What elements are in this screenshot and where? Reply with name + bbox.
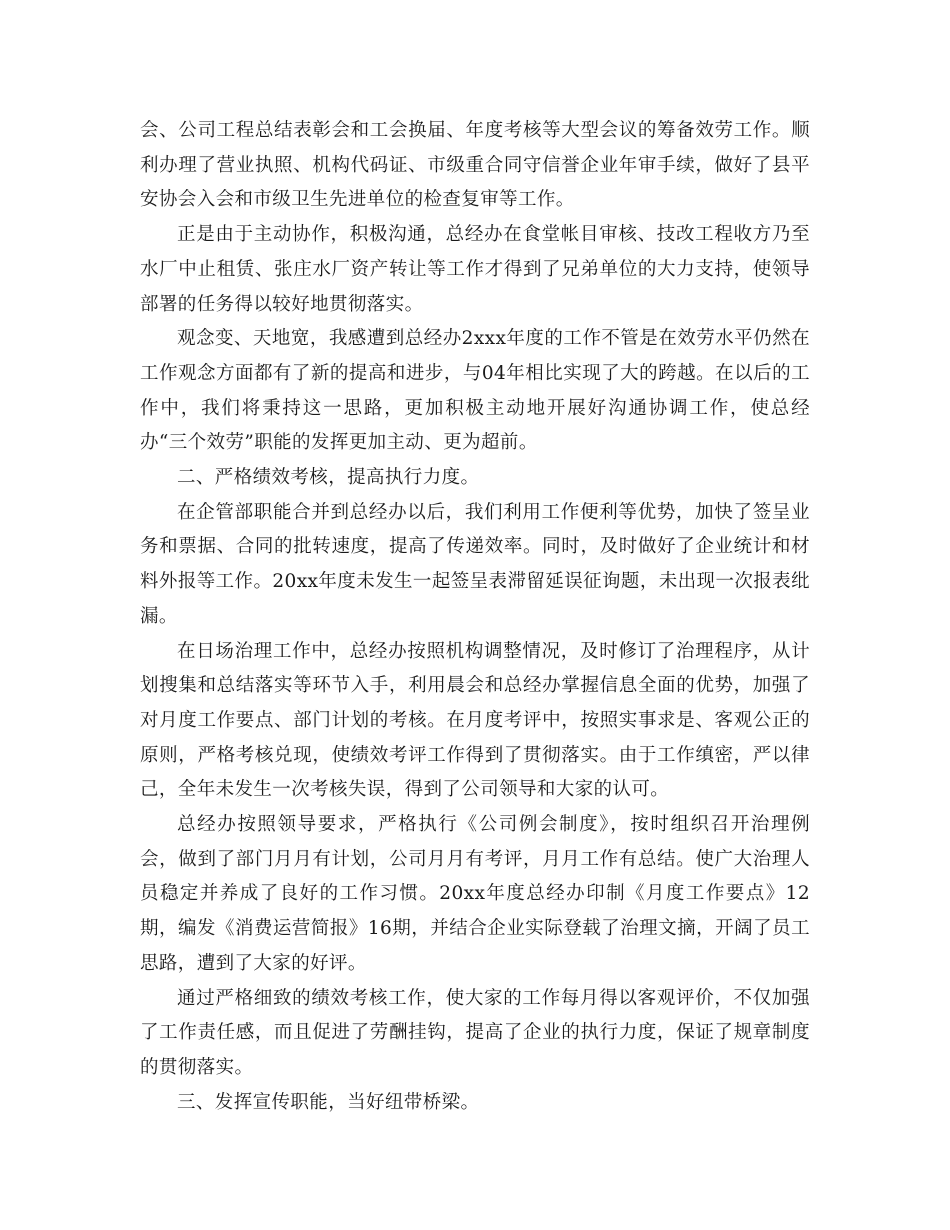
- document-body: [140, 114, 810, 1120]
- paragraph-concept-change: 观念变、天地宽，我感遭到总经办2xxx年度的工作不管是在效劳水平仍然在工作观念方面都有了新的提高和进步，与04年相比实现了大的跨越。在以后的工作中，我们将秉持这一思路，更加积极主动地开展好沟通协调工作，使总经办“三个效劳”职能的发挥更加主动、更为超前。: [140, 328, 810, 454]
- section-heading-3: 三、发挥宣传职能，当好纽带桥梁。: [177, 1091, 480, 1113]
- paragraph-meetings: 总经办按照领导要求，严格执行《公司例会制度》，按时组织召开治理例会，做到了部门月月有计划，公司月月有考评，月月工作有总结。使广大治理人员稳定并养成了良好的工作习惯。20xx年度总经办印制《月度工作要点》12期，编发《消费运营简报》16期，并结合企业实际登载了治理文摘，开阔了员工思路，遭到了大家的好评。: [140, 814, 810, 974]
- paragraph-continuation: 会、公司工程总结表彰会和工会换届、年度考核等大型会议的筹备效劳工作。顺利办理了营业执照、机构代码证、市级重合同守信誉企业年审手续，做好了县平安协会入会和市级卫生先进单位的检查复审等工作。: [140, 120, 810, 211]
- paragraph-cooperation: 正是由于主动协作，积极沟通，总经办在食堂帐目审核、技改工程收方乃至水厂中止租赁、张庄水厂资产转让等工作才得到了兄弟单位的大力支持，使领导部署的任务得以较好地贯彻落实。: [140, 224, 810, 315]
- section-heading-2: 二、严格绩效考核，提高执行力度。: [177, 467, 480, 489]
- paragraph-merger: 在企管部职能合并到总经办以后，我们利用工作便利等优势，加快了签呈业务和票据、合同的批转速度，提高了传递效率。同时，及时做好了企业统计和材料外报等工作。20xx年度未发生一起签呈表滞留延误征询题，未出现一次报表纰漏。: [140, 501, 810, 627]
- paragraph-daily-management: 在日场治理工作中，总经办按照机构调整情况，及时修订了治理程序，从计划搜集和总结落实等环节入手，利用晨会和总经办掌握信息全面的优势，加强了对月度工作要点、部门计划的考核。在月度考评中，按照实事求是、客观公正的原则，严格考核兑现，使绩效考评工作得到了贯彻落实。由于工作缜密，严以律己，全年未发生一次考核失误，得到了公司领导和大家的认可。: [140, 640, 810, 801]
- paragraph-performance: 通过严格细致的绩效考核工作，使大家的工作每月得以客观评价，不仅加强了工作责任感，而且促进了劳酬挂钩，提高了企业的执行力度，保证了规章制度的贯彻落实。: [140, 987, 810, 1078]
